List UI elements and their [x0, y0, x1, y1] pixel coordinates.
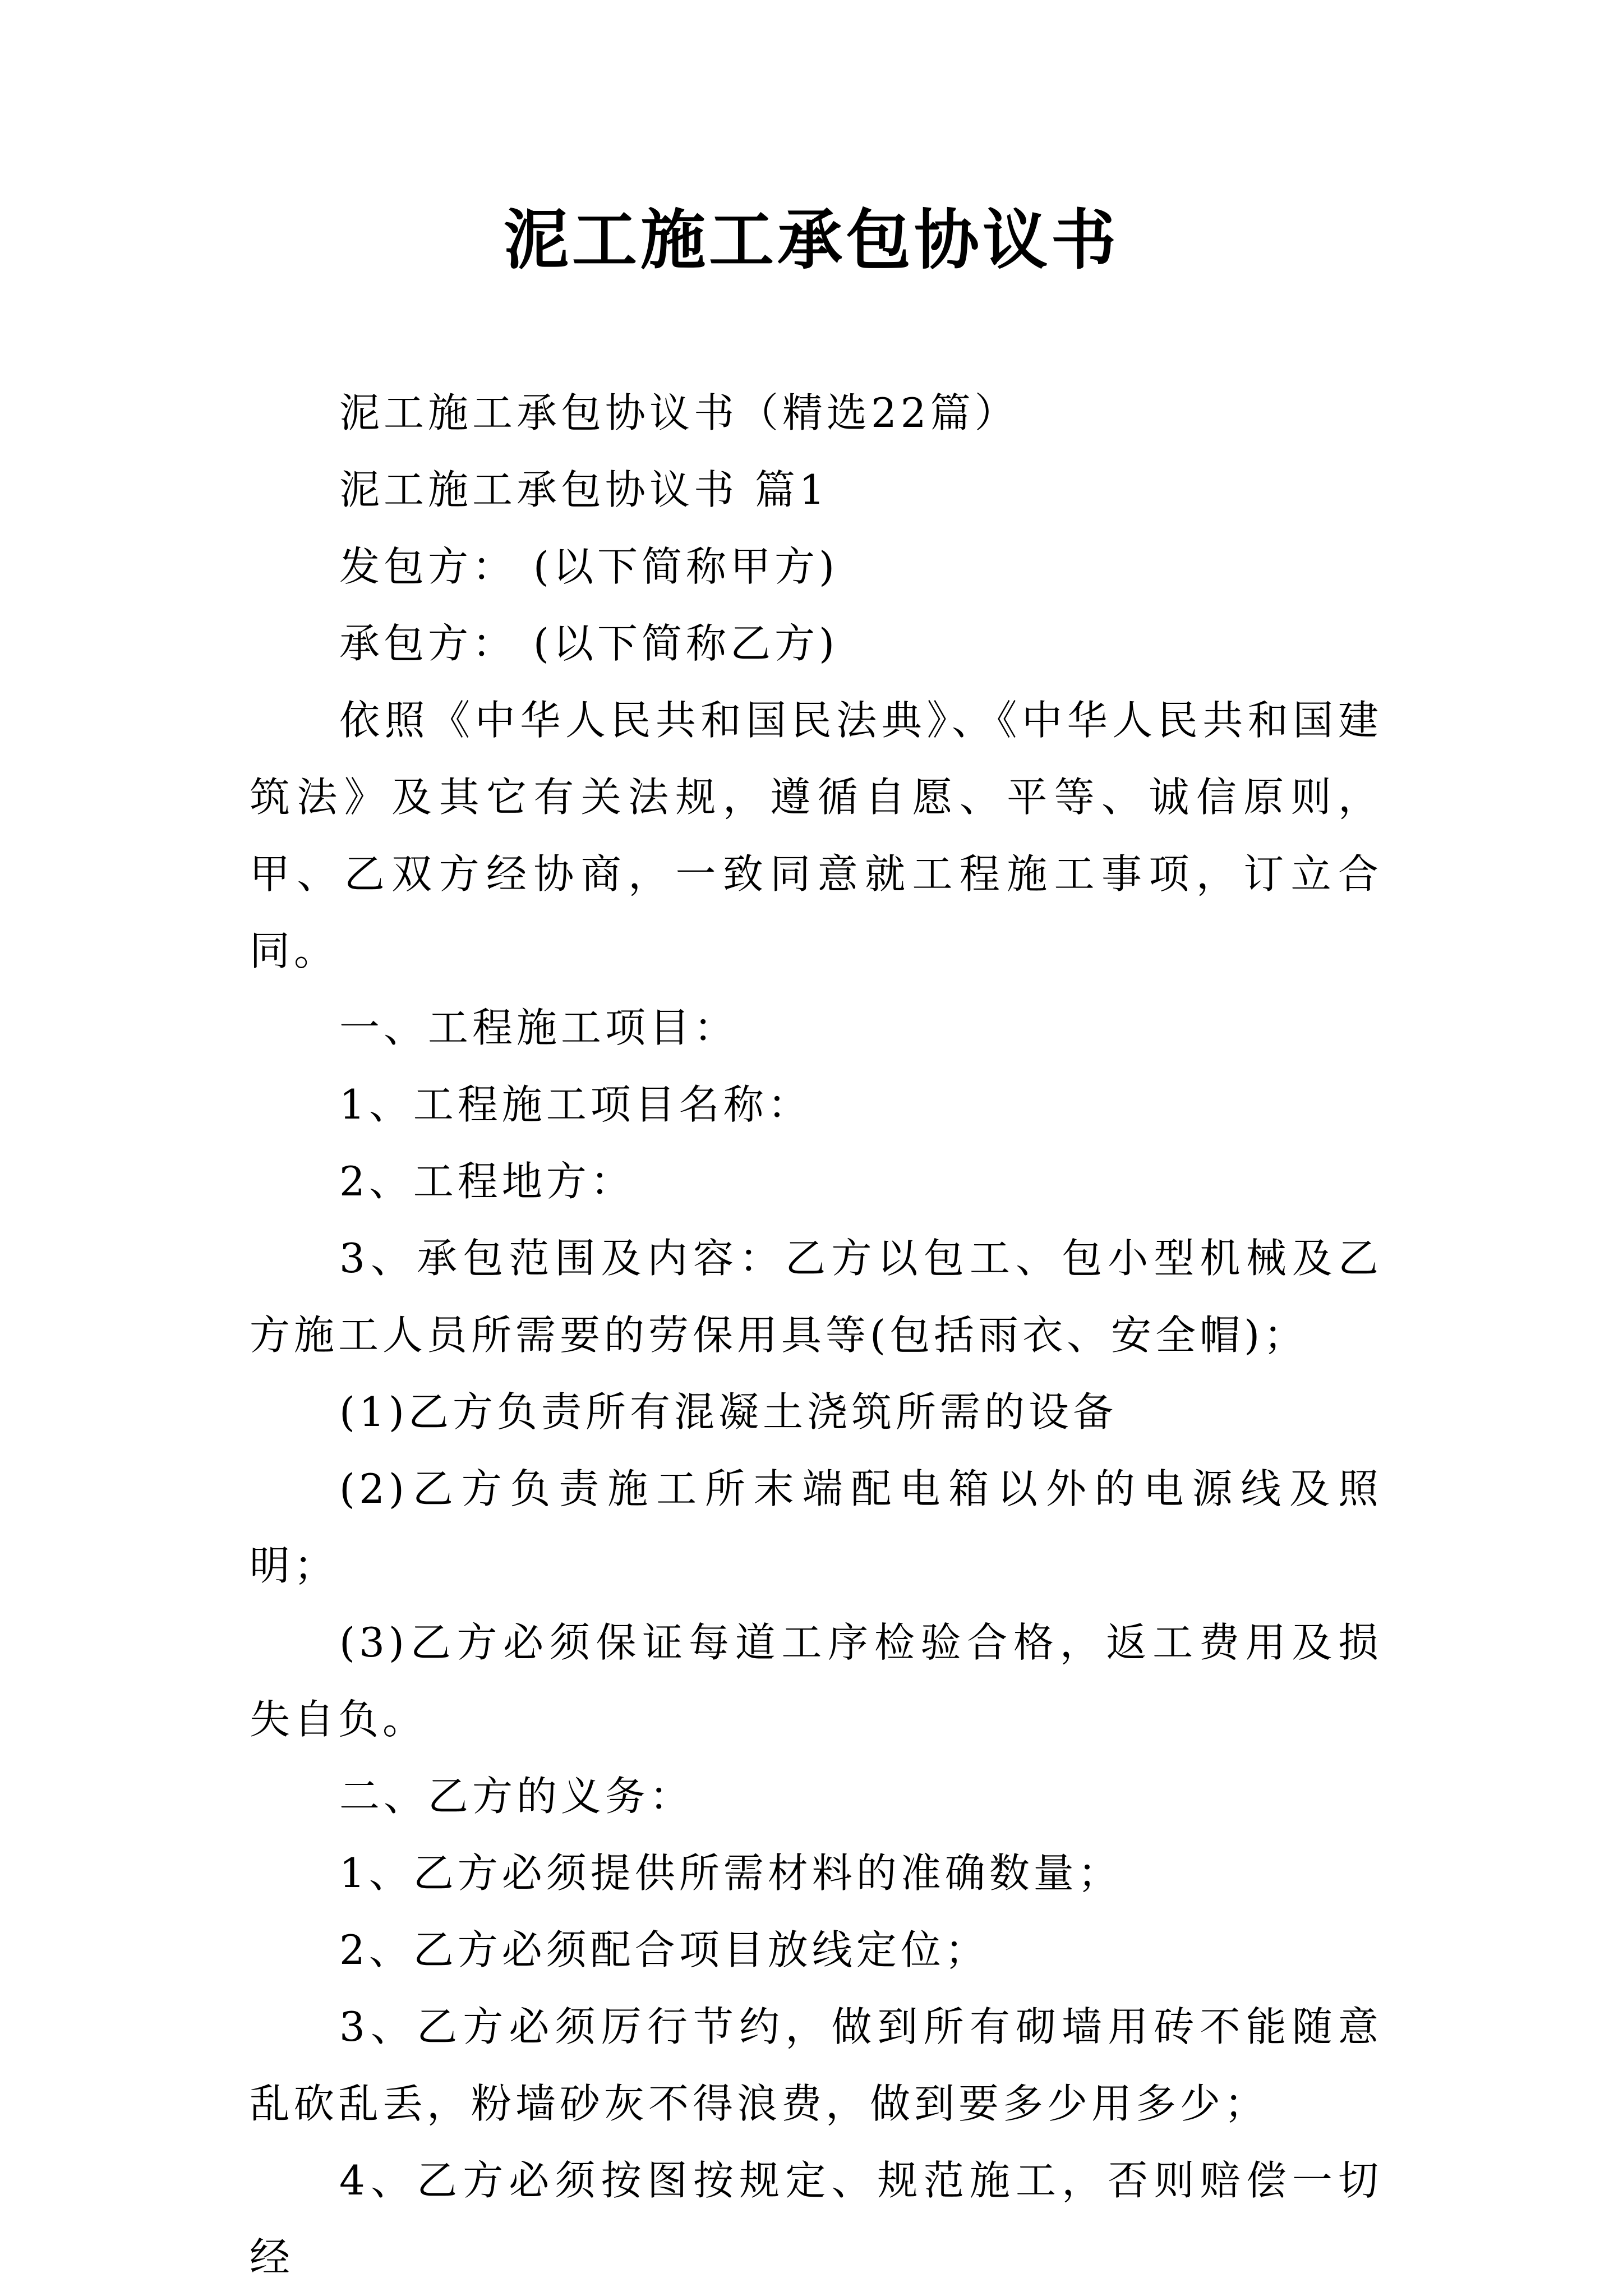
paragraph-item: 1、工程施工项目名称： [339, 1081, 812, 1128]
paragraph-section-heading: 泥工施工承包协议书 篇1 [339, 466, 829, 513]
paragraph-heading-1: 一、工程施工项目： [339, 1004, 739, 1051]
document-body [250, 375, 1382, 2296]
paragraph-subitem: (3)乙方必须保证每道工序检验合格，返工费用及损失自负。 [250, 1619, 1382, 1743]
paragraph-subitem: (1)乙方负责所有混凝土浇筑所需的设备 [339, 1388, 1117, 1435]
paragraph-item: 4、乙方必须按图按规定、规范施工，否则赔偿一切经 [250, 2157, 1382, 2281]
paragraph-preamble: 依照《中华人民共和国民法典》、《中华人民共和国建筑法》及其它有关法规，遵循自愿、平等、诚信原则，甲、乙双方经协商，一致同意就工程施工事项，订立合同。 [250, 697, 1382, 974]
paragraph-item: 2、工程地方： [339, 1158, 635, 1205]
paragraph-item: 3、乙方必须厉行节约，做到所有砌墙用砖不能随意乱砍乱丢，粉墙砂灰不得浪费，做到要多少用多少； [250, 2003, 1382, 2127]
paragraph-party-a: 发包方： (以下简称甲方) [339, 543, 839, 590]
paragraph-subitem: (2)乙方负责施工所末端配电箱以外的电源线及照明； [250, 1465, 1382, 1589]
paragraph-party-b: 承包方： (以下简称乙方) [339, 620, 839, 667]
document-title: 泥工施工承包协议书 [504, 202, 1119, 278]
paragraph-item: 2、乙方必须配合项目放线定位； [339, 1926, 989, 1973]
paragraph-heading-2: 二、乙方的义务： [339, 1773, 694, 1820]
paragraph-item: 3、承包范围及内容：乙方以包工、包小型机械及乙方施工人员所需要的劳保用具等(包括雨衣、安全帽)； [250, 1235, 1382, 1359]
paragraph-item: 1、乙方必须提供所需材料的准确数量； [339, 1849, 1122, 1897]
paragraph-subtitle: 泥工施工承包协议书（精选22篇） [339, 389, 1019, 436]
